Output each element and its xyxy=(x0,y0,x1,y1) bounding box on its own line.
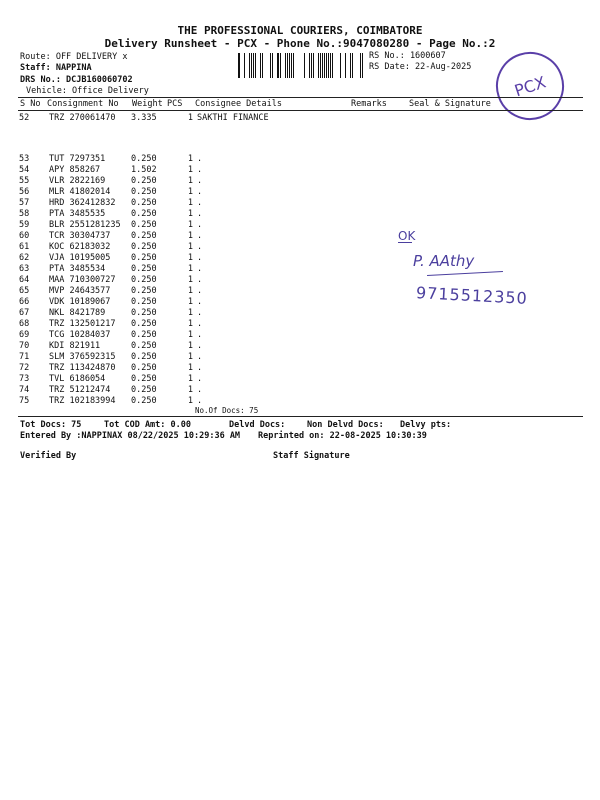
row-pcs: 1 xyxy=(187,154,193,164)
row-consignment-no: SLM 376592315 xyxy=(49,352,116,362)
row-consignee: . xyxy=(197,231,203,241)
barcode-bar xyxy=(345,53,346,78)
barcode-bar xyxy=(328,53,329,78)
row-pcs: 1 xyxy=(187,286,193,296)
row-sno: 61 xyxy=(19,242,30,252)
barcode-bar xyxy=(311,53,312,78)
table-row xyxy=(19,319,347,330)
row-pcs: 1 xyxy=(187,396,193,406)
barcode-bar xyxy=(291,53,292,78)
row-weight: 0.250 xyxy=(131,187,157,197)
row-weight: 0.250 xyxy=(131,176,157,186)
row-sno: 52 xyxy=(19,113,30,123)
row-consignee: . xyxy=(197,264,203,274)
table-row xyxy=(19,242,347,253)
barcode-bar xyxy=(253,53,254,78)
barcode-bar xyxy=(289,53,290,78)
row-weight: 0.250 xyxy=(131,220,157,230)
staff-label: Staff: NAPPINA xyxy=(20,63,92,73)
table-row xyxy=(19,286,347,297)
row-consignment-no: TRZ 270061470 xyxy=(49,113,116,123)
row-weight: 0.250 xyxy=(131,242,157,252)
barcode-bar xyxy=(313,53,314,78)
barcode-bar xyxy=(244,53,245,78)
row-pcs: 1 xyxy=(187,176,193,186)
row-weight: 0.250 xyxy=(131,308,157,318)
barcode-bar xyxy=(360,53,361,78)
row-consignee: SAKTHI FINANCE xyxy=(197,113,269,123)
row-consignment-no: TRZ 102183994 xyxy=(49,396,116,406)
row-pcs: 1 xyxy=(187,113,193,123)
row-sno: 58 xyxy=(19,209,30,219)
barcode-bar xyxy=(249,53,250,78)
row-weight: 0.250 xyxy=(131,297,157,307)
row-sno: 69 xyxy=(19,330,30,340)
table-row xyxy=(19,330,347,341)
barcode-bar xyxy=(330,53,331,78)
table-row xyxy=(19,220,347,231)
row-consignee: . xyxy=(197,176,203,186)
row-consignee: . xyxy=(197,286,203,296)
row-consignment-no: PTA 3485535 xyxy=(49,209,106,219)
table-row xyxy=(19,253,347,264)
row-pcs: 1 xyxy=(187,352,193,362)
row-weight: 0.250 xyxy=(131,396,157,406)
barcode-bar xyxy=(326,53,327,78)
ok-underline xyxy=(398,242,412,243)
row-sno: 65 xyxy=(19,286,30,296)
table-row xyxy=(19,275,347,286)
row-consignee: . xyxy=(197,242,203,252)
table-row xyxy=(19,396,347,407)
row-consignee: . xyxy=(197,308,203,318)
row-consignment-no: MAA 710300727 xyxy=(49,275,116,285)
row-sno: 54 xyxy=(19,165,30,175)
row-pcs: 1 xyxy=(187,275,193,285)
delivery-points: Delvy pts: xyxy=(400,420,452,430)
row-consignment-no: VJA 10195005 xyxy=(49,253,111,263)
barcode-bar xyxy=(332,53,333,78)
row-weight: 0.250 xyxy=(131,231,157,241)
barcode-bar xyxy=(322,53,323,78)
col-weight: Weight xyxy=(132,99,163,109)
barcode-bar xyxy=(362,53,363,78)
row-pcs: 1 xyxy=(187,385,193,395)
row-pcs: 1 xyxy=(187,297,193,307)
barcode-bar xyxy=(352,53,353,78)
row-consignment-no: NKL 8421789 xyxy=(49,308,106,318)
row-consignee: . xyxy=(197,385,203,395)
row-pcs: 1 xyxy=(187,231,193,241)
row-weight: 0.250 xyxy=(131,319,157,329)
barcode-bar xyxy=(309,53,310,78)
row-weight: 0.250 xyxy=(131,264,157,274)
total-docs: Tot Docs: 75 xyxy=(20,420,82,430)
handwritten-ok: OK xyxy=(398,229,416,243)
row-consignee: . xyxy=(197,319,203,329)
handwritten-phone: 9715512350 xyxy=(415,283,529,308)
barcode-bar xyxy=(270,53,271,78)
table-row xyxy=(19,264,347,275)
row-weight: 0.250 xyxy=(131,363,157,373)
table-row xyxy=(19,341,347,352)
barcode-bar xyxy=(324,53,325,78)
row-pcs: 1 xyxy=(187,242,193,252)
row-sno: 71 xyxy=(19,352,30,362)
barcode-bar xyxy=(285,53,286,78)
pcx-stamp: PCX xyxy=(487,43,573,129)
barcode-bar xyxy=(320,53,321,78)
row-consignment-no: TRZ 132501217 xyxy=(49,319,116,329)
row-pcs: 1 xyxy=(187,220,193,230)
row-sno: 59 xyxy=(19,220,30,230)
row-sno: 64 xyxy=(19,275,30,285)
barcode-bar xyxy=(251,53,252,78)
barcode-bar xyxy=(350,53,351,78)
row-consignment-no: KDI 821911 xyxy=(49,341,101,351)
row-sno: 56 xyxy=(19,187,30,197)
row-consignee: . xyxy=(197,198,203,208)
barcode-bar xyxy=(255,53,256,78)
signature-underline xyxy=(427,271,503,276)
col-sno: S No xyxy=(20,99,41,109)
row-sno: 62 xyxy=(19,253,30,263)
table-row xyxy=(19,297,347,308)
row-pcs: 1 xyxy=(187,319,193,329)
table-row xyxy=(19,231,347,242)
row-sno: 57 xyxy=(19,198,30,208)
entered-by: Entered By :NAPPINAX 08/22/2025 10:29:36 AM xyxy=(20,431,241,441)
row-weight: 0.250 xyxy=(131,275,157,285)
row-consignee: . xyxy=(197,253,203,263)
row-consignment-no: MVP 24643577 xyxy=(49,286,111,296)
row-sno: 74 xyxy=(19,385,30,395)
row-consignment-no: HRD 362412832 xyxy=(49,198,116,208)
row-sno: 75 xyxy=(19,396,30,406)
row-consignee: . xyxy=(197,330,203,340)
row-weight: 3.335 xyxy=(131,113,157,123)
row-consignee: . xyxy=(197,154,203,164)
row-pcs: 1 xyxy=(187,264,193,274)
delivered-docs: Delvd Docs: xyxy=(229,420,286,430)
row-pcs: 1 xyxy=(187,363,193,373)
row-sno: 73 xyxy=(19,374,30,384)
barcode-bar xyxy=(280,53,281,78)
row-weight: 0.250 xyxy=(131,198,157,208)
rs-number: RS No.: 1600607 xyxy=(369,51,446,61)
row-consignment-no: TCG 10284037 xyxy=(49,330,111,340)
row-consignee: . xyxy=(197,165,203,175)
table-row xyxy=(19,352,347,363)
vehicle-label: Vehicle: Office Delivery xyxy=(26,86,149,96)
row-pcs: 1 xyxy=(187,253,193,263)
row-consignment-no: TRZ 51212474 xyxy=(49,385,111,395)
table-row xyxy=(19,209,347,220)
row-pcs: 1 xyxy=(187,341,193,351)
row-weight: 0.250 xyxy=(131,352,157,362)
row-consignee: . xyxy=(197,374,203,384)
row-consignment-no: KOC 62183032 xyxy=(49,242,111,252)
row-weight: 0.250 xyxy=(131,286,157,296)
table-row xyxy=(19,363,347,374)
barcode-bar xyxy=(287,53,288,78)
consignment-table xyxy=(19,113,347,407)
row-sno: 67 xyxy=(19,308,30,318)
barcode-bar xyxy=(293,53,294,78)
company-title: THE PROFESSIONAL COURIERS, COIMBATORE xyxy=(177,24,423,37)
row-consignment-no: APY 858267 xyxy=(49,165,101,175)
row-weight: 0.250 xyxy=(131,374,157,384)
barcode-bar xyxy=(272,53,273,78)
row-weight: 0.250 xyxy=(131,209,157,219)
col-remarks: Remarks xyxy=(351,99,387,109)
row-pcs: 1 xyxy=(187,209,193,219)
row-consignment-no: BLR 2551281235 xyxy=(49,220,121,230)
drs-number: DRS No.: DCJB160060702 xyxy=(20,75,133,85)
row-sno: 63 xyxy=(19,264,30,274)
barcode-bar xyxy=(260,53,261,78)
staff-signature-label: Staff Signature xyxy=(273,451,350,461)
row-consignee: . xyxy=(197,341,203,351)
row-consignment-no: MLR 41802014 xyxy=(49,187,111,197)
row-consignment-no: TCR 30304737 xyxy=(49,231,111,241)
row-weight: 1.502 xyxy=(131,165,157,175)
row-sno: 72 xyxy=(19,363,30,373)
barcode-bar xyxy=(304,53,305,78)
row-sno: 53 xyxy=(19,154,30,164)
no-of-docs: No.Of Docs: 75 xyxy=(195,406,259,415)
row-consignee: . xyxy=(197,220,203,230)
row-pcs: 1 xyxy=(187,330,193,340)
row-weight: 0.250 xyxy=(131,154,157,164)
barcode-bar xyxy=(340,53,341,78)
row-consignee: . xyxy=(197,187,203,197)
row-consignee: . xyxy=(197,297,203,307)
row-pcs: 1 xyxy=(187,198,193,208)
row-sno: 70 xyxy=(19,341,30,351)
table-row xyxy=(19,154,347,165)
row-consignment-no: VDK 10189067 xyxy=(49,297,111,307)
header-top-rule xyxy=(18,97,583,98)
row-sno: 55 xyxy=(19,176,30,186)
barcode-bar xyxy=(318,53,319,78)
route-label: Route: OFF DELIVERY x xyxy=(20,52,128,62)
table-row xyxy=(19,113,347,154)
totals-rule xyxy=(18,416,583,417)
row-weight: 0.250 xyxy=(131,385,157,395)
table-row xyxy=(19,308,347,319)
handwritten-signature: P. AAthy xyxy=(413,252,475,270)
total-cod-amount: Tot COD Amt: 0.00 xyxy=(104,420,191,430)
rs-date: RS Date: 22-Aug-2025 xyxy=(369,62,472,72)
row-weight: 0.250 xyxy=(131,253,157,263)
reprinted-on: Reprinted on: 22-08-2025 10:30:39 xyxy=(258,431,427,441)
row-weight: 0.250 xyxy=(131,341,157,351)
non-delivered-docs: Non Delvd Docs: xyxy=(307,420,384,430)
verified-by-label: Verified By xyxy=(20,451,77,461)
col-pcs: PCS xyxy=(167,99,183,109)
barcode-image xyxy=(238,53,365,78)
row-consignee: . xyxy=(197,363,203,373)
row-consignment-no: PTA 3485534 xyxy=(49,264,106,274)
row-consignment-no: VLR 2822169 xyxy=(49,176,106,186)
barcode-bar xyxy=(277,53,279,78)
table-row xyxy=(19,176,347,187)
col-seal-signature: Seal & Signature xyxy=(409,99,491,109)
row-consignee: . xyxy=(197,209,203,219)
row-consignment-no: TUT 7297351 xyxy=(49,154,106,164)
barcode-bar xyxy=(238,53,240,78)
table-row xyxy=(19,187,347,198)
row-sno: 60 xyxy=(19,231,30,241)
row-consignment-no: TRZ 113424870 xyxy=(49,363,116,373)
row-sno: 68 xyxy=(19,319,30,329)
table-row xyxy=(19,198,347,209)
row-consignment-no: TVL 6186054 xyxy=(49,374,106,384)
barcode-bar xyxy=(262,53,263,78)
row-consignee: . xyxy=(197,396,203,406)
table-row xyxy=(19,374,347,385)
row-pcs: 1 xyxy=(187,374,193,384)
col-consignment: Consignment No xyxy=(47,99,119,109)
row-pcs: 1 xyxy=(187,308,193,318)
col-consignee: Consignee Details xyxy=(195,99,282,109)
runsheet-subtitle: Delivery Runsheet - PCX - Phone No.:9047080280 - Page No.:2 xyxy=(104,37,496,50)
row-pcs: 1 xyxy=(187,165,193,175)
row-pcs: 1 xyxy=(187,187,193,197)
table-row xyxy=(19,385,347,396)
row-consignee: . xyxy=(197,352,203,362)
row-weight: 0.250 xyxy=(131,330,157,340)
row-sno: 66 xyxy=(19,297,30,307)
row-consignee: . xyxy=(197,275,203,285)
table-row xyxy=(19,165,347,176)
header-bottom-rule xyxy=(18,110,583,111)
